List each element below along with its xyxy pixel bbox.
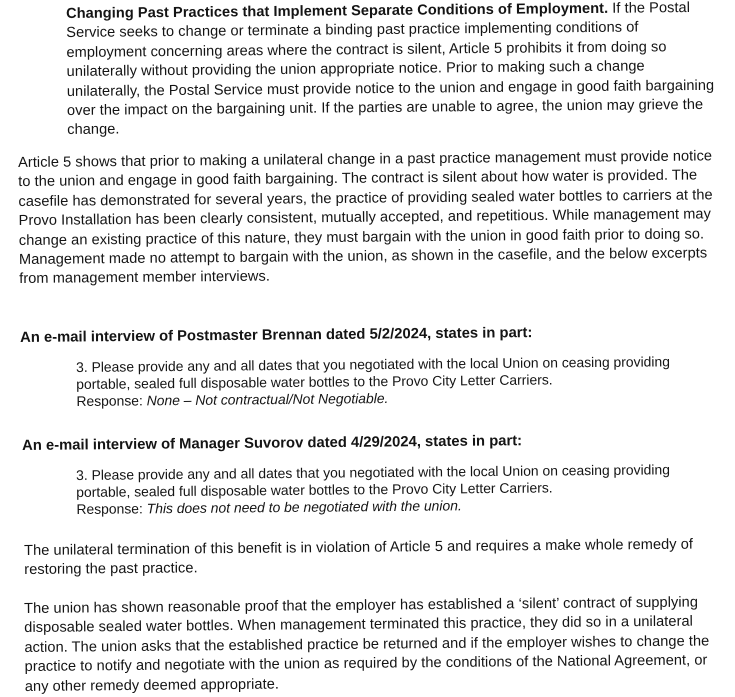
interview-heading-brennan: An e-mail interview of Postmaster Brennan dated 5/2/2024, states in part: xyxy=(20,325,533,346)
interview-question: 3. Please provide any and all dates that you negotiated with the local Union on ceasing providing portable, sealed full disposable water bottles to the Provo City Letter Carriers. xyxy=(76,353,670,392)
response-label: Response: xyxy=(76,391,143,409)
interview-heading-suvorov: An e-mail interview of Manager Suvorov dated 4/29/2024, states in part: xyxy=(22,433,523,454)
paragraph-article5-analysis: Article 5 shows that prior to making a unilateral change in a past practice management must provide notice to the union and engage in good faith bargaining. The contract is silent about how water is provided. The casefile has demonstrated for several years, the practice of providing sealed water bottles to carriers at the Provo Installation has been clearly consistent, mutually accepted, and repetitious. While management may change an existing practice of this nature, they must bargain with the union in good faith prior to doing so. Management made no attempt to bargain with the union, as shown in the casefile, and the below excerpts from management member interviews. xyxy=(18,148,713,288)
interview-quote-suvorov xyxy=(76,461,726,518)
response-label: Response: xyxy=(76,499,143,517)
interview-quote-brennan xyxy=(76,353,726,410)
response-value: None – Not contractual/Not Negotiable. xyxy=(146,389,389,408)
excerpt-lead-title: Changing Past Practices that Implement Separate Conditions of Employment. xyxy=(66,0,609,22)
response-value: This does not need to be negotiated with the union. xyxy=(146,496,462,516)
paragraph-violation: The unilateral termination of this benefit is in violation of Article 5 and requires a make whole remedy of restoring the past practice. xyxy=(24,536,694,579)
article5-excerpt xyxy=(66,0,717,141)
paragraph-conclusion: The union has shown reasonable proof that the employer has established a ‘silent’ contract of supplying disposable sealed water bottles. When management terminated this practice, they did so in a unilateral action. The union asks that the established practice be returned and if the employer wishes to change the practice to notify and negotiate with the union as required by the conditions of the National Agreement, or any other remedy deemed appropriate. xyxy=(24,594,710,695)
interview-question: 3. Please provide any and all dates that you negotiated with the local Union on ceasing providing portable, sealed full disposable water bottles to the Provo City Letter Carriers. xyxy=(76,461,670,500)
excerpt-body: If the Postal Service seeks to change or terminate a binding past practice implementing conditions of employment concerning areas where the contract is silent, Article 5 prohibits it from doing so unilaterally without providing the union appropriate notice. Prior to making such a change unilaterally, the Postal Service must provide notice to the union and engage in good faith bargaining over the impact on the bargaining unit. If the parties are unable to agree, the union may grieve the change. xyxy=(66,0,715,139)
